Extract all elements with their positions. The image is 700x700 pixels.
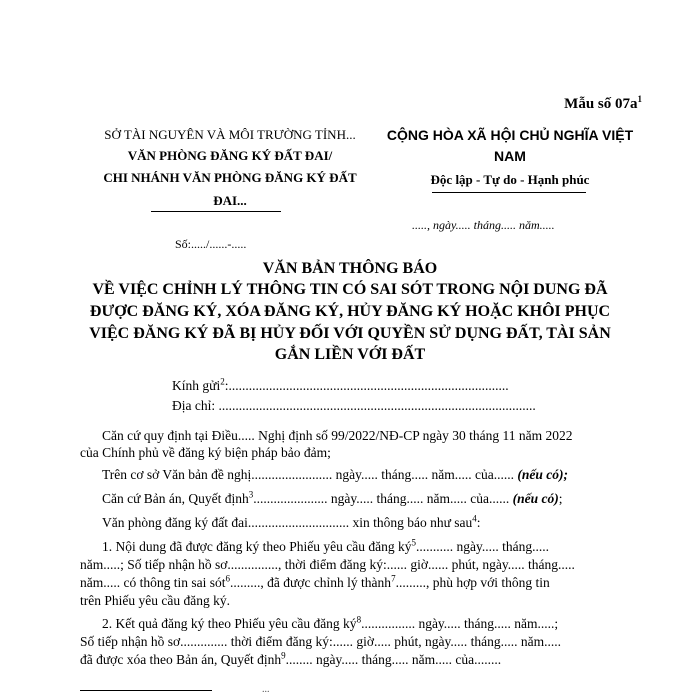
date-line: ....., ngày..... tháng..... năm..... — [412, 218, 555, 232]
nation-line: CỘNG HÒA XÃ HỘI CHỦ NGHĨA VIỆT — [386, 127, 634, 143]
recipient-line: Kính gửi$^2$:................................................................................... — [172, 376, 509, 393]
item-2-cont: đã được xóa theo Bản án, Quyết định$^9$........ ngày..... tháng..... năm..... của........ — [80, 650, 502, 667]
judgment-paragraph: Căn cứ Bản án, Quyết định$^3$...................... ngày..... tháng..... năm..... của...... (nếu có); — [102, 489, 563, 506]
basis-paragraph-cont: của Chính phủ về đăng ký biện pháp bảo đảm; — [80, 445, 331, 460]
office-line: VĂN PHÒNG ĐĂNG KÝ ĐẤT ĐAI/ — [127, 148, 333, 163]
basis-paragraph: Căn cứ quy định tại Điều..... Nghị định số 99/2022/NĐ-CP ngày 30 tháng 11 năm 2022 — [102, 428, 573, 443]
item-2-cont: Số tiếp nhận hồ sơ.............. thời điểm đăng ký:...... giờ..... phút, ngày..... tháng..... năm..... — [80, 634, 562, 649]
item-1: 1. Nội dung đã được đăng ký theo Phiếu yêu cầu đăng $ký^5$........... ngày..... tháng..... — [102, 537, 550, 554]
document-number: Số:...../......-..... — [175, 237, 247, 251]
item-1-cont: trên Phiếu yêu cầu đăng ký. — [80, 593, 230, 608]
motto: Độc lập - Tự do - Hạnh phúc — [430, 172, 590, 187]
nation-line-cont: NAM — [494, 148, 526, 164]
doc-subtitle-2: ĐƯỢC ĐĂNG KÝ, XÓA ĐĂNG KÝ, HỦY ĐĂNG KÝ HOẶC KHÔI PHỤC — [89, 303, 611, 320]
form-number: Mẫu số $07a^1$ — [564, 94, 642, 112]
request-paragraph: Trên cơ sở Văn bản đề nghị........................ ngày..... tháng..... năm..... của...... (nếu có); — [102, 467, 568, 482]
item-2: 2. Kết quả đăng ký theo Phiếu yêu cầu đăng $ký^8$................ ngày..... tháng..... năm.....; — [102, 614, 559, 631]
doc-subtitle-1: VỀ VIỆC CHỈNH LÝ THÔNG TIN CÓ SAI SÓT TRONG NỘI DUNG ĐÃ — [92, 281, 608, 298]
item-1-cont: năm.....; Số tiếp nhận hồ sơ..............., thời điểm đăng ký:...... giờ...... phút, ngày..... tháng..... — [80, 557, 575, 572]
footnote-fragment: ... — [262, 684, 270, 695]
item-1-cont: năm..... có thông tin sai sót$^6$........., đã được chỉnh lý thành$^7$........., phù hợp với thông tin — [80, 573, 550, 590]
notice-paragraph: Văn phòng đăng ký đất đai.............................. xin thông báo như sau$^4$: — [102, 513, 481, 530]
branch-line: CHI NHÁNH VĂN PHÒNG ĐĂNG KÝ ĐẤT — [103, 170, 357, 185]
doc-subtitle-3: VIỆC ĐĂNG KÝ ĐÃ BỊ HỦY ĐỐI VỚI QUYỀN SỬ DỤNG ĐẤT, TÀI SẢN — [89, 325, 611, 342]
doc-title: VĂN BẢN THÔNG BÁO — [262, 260, 438, 277]
ministry-line: SỞ TÀI NGUYÊN VÀ MÔI TRƯỜNG TỈNH... — [104, 127, 356, 142]
left-header-divider — [151, 211, 281, 212]
doc-subtitle-4: GẮN LIỀN VỚI ĐẤT — [274, 346, 426, 363]
branch-line-cont: ĐAI... — [213, 193, 247, 208]
address-line: Địa chỉ: .............................................................................................. — [172, 398, 536, 413]
footnote-divider — [80, 690, 212, 691]
motto-divider — [432, 192, 586, 193]
